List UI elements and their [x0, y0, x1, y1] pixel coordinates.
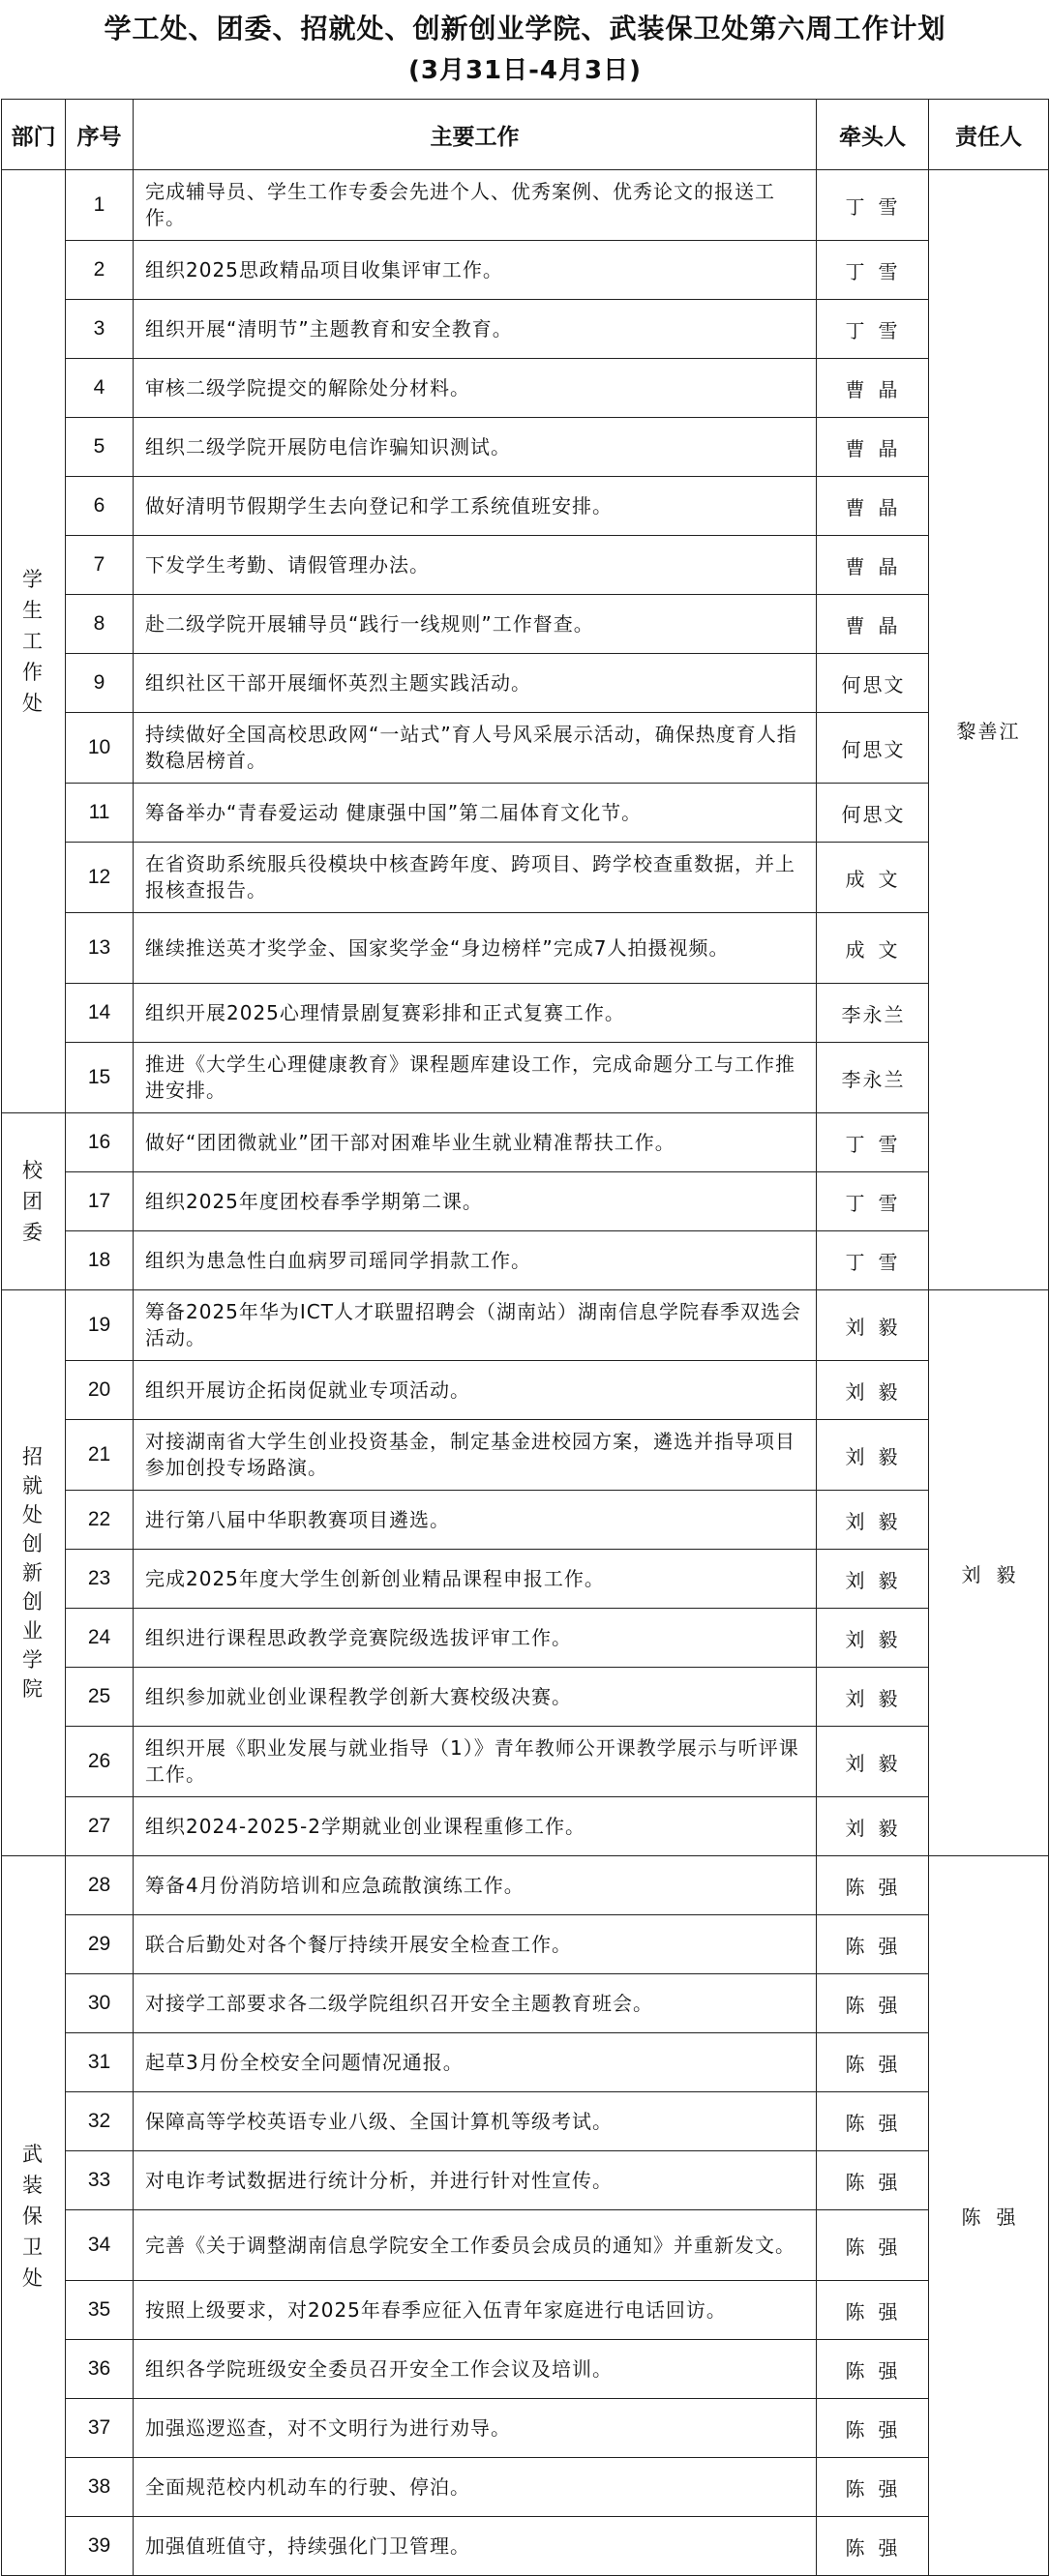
- row-number: 28: [66, 1856, 134, 1915]
- row-number: 22: [66, 1491, 134, 1550]
- lead-person: 李永兰: [817, 984, 929, 1043]
- table-row: [2, 1113, 1049, 1172]
- task-text: 继续推送英才奖学金、国家奖学金“身边榜样”完成7人拍摄视频。: [134, 913, 817, 984]
- task-text: 赴二级学院开展辅导员“践行一线规则”工作督查。: [134, 595, 817, 654]
- row-number: 19: [66, 1290, 134, 1361]
- table-row: [2, 1856, 1049, 1915]
- task-text: 组织开展访企拓岗促就业专项活动。: [134, 1361, 817, 1420]
- row-number: 1: [66, 170, 134, 241]
- responsible-person: 黎善江: [929, 170, 1049, 1290]
- row-number: 20: [66, 1361, 134, 1420]
- row-number: 4: [66, 359, 134, 418]
- table-row: [2, 2399, 1049, 2458]
- task-text: 推进《大学生心理健康教育》课程题库建设工作，完成命题分工与工作推进安排。: [134, 1043, 817, 1113]
- task-text: 加强值班值守，持续强化门卫管理。: [134, 2517, 817, 2576]
- table-row: [2, 241, 1049, 300]
- dept-name: 招就处创新创业学院: [22, 1444, 45, 1701]
- task-text: 筹备2025年华为ICT人才联盟招聘会（湖南站）湖南信息学院春季双选会活动。: [134, 1290, 817, 1361]
- lead-person: 何思文: [817, 784, 929, 843]
- dept-name: 武装保卫处: [22, 2142, 45, 2290]
- task-text: 对接学工部要求各二级学院组织召开安全主题教育班会。: [134, 1974, 817, 2033]
- row-number: 32: [66, 2092, 134, 2151]
- task-text: 组织进行课程思政教学竞赛院级选拔评审工作。: [134, 1609, 817, 1668]
- row-number: 5: [66, 418, 134, 477]
- row-number: 25: [66, 1668, 134, 1727]
- row-number: 26: [66, 1727, 134, 1797]
- table-row: [2, 1420, 1049, 1491]
- lead-person: 曹晶: [817, 595, 929, 654]
- row-number: 29: [66, 1915, 134, 1974]
- lead-person: 李永兰: [817, 1043, 929, 1113]
- responsible-person: 陈强: [929, 1856, 1049, 2576]
- header-task: 主要工作: [134, 100, 817, 170]
- lead-person: 成文: [817, 843, 929, 913]
- table-row: [2, 300, 1049, 359]
- lead-person: 陈强: [817, 1856, 929, 1915]
- page-title: 学工处、团委、招就处、创新创业学院、武装保卫处第六周工作计划: [104, 13, 946, 44]
- work-plan-table: [1, 99, 1049, 2576]
- row-number: 39: [66, 2517, 134, 2576]
- table-row: [2, 1915, 1049, 1974]
- table-row: [2, 2340, 1049, 2399]
- task-text: 组织各学院班级安全委员召开安全工作会议及培训。: [134, 2340, 817, 2399]
- lead-person: 丁雪: [817, 1113, 929, 1172]
- row-number: 3: [66, 300, 134, 359]
- table-row: [2, 2281, 1049, 2340]
- lead-person: 刘毅: [817, 1668, 929, 1727]
- task-text: 对电诈考试数据进行统计分析，并进行针对性宣传。: [134, 2151, 817, 2210]
- lead-person: 曹晶: [817, 359, 929, 418]
- title-block: [0, 0, 1050, 97]
- lead-person: 刘毅: [817, 1361, 929, 1420]
- dept-name: 校团委: [22, 1159, 45, 1244]
- row-number: 17: [66, 1172, 134, 1231]
- table-row: [2, 713, 1049, 784]
- row-number: 33: [66, 2151, 134, 2210]
- table-row: [2, 1231, 1049, 1290]
- table-row: [2, 536, 1049, 595]
- row-number: 24: [66, 1609, 134, 1668]
- task-text: 加强巡逻巡查，对不文明行为进行劝导。: [134, 2399, 817, 2458]
- lead-person: 何思文: [817, 713, 929, 784]
- table-row: [2, 984, 1049, 1043]
- lead-person: 刘毅: [817, 1290, 929, 1361]
- lead-person: 陈强: [817, 1915, 929, 1974]
- row-number: 35: [66, 2281, 134, 2340]
- task-text: 起草3月份全校安全问题情况通报。: [134, 2033, 817, 2092]
- lead-person: 丁雪: [817, 1231, 929, 1290]
- lead-person: 陈强: [817, 2458, 929, 2517]
- lead-person: 刘毅: [817, 1550, 929, 1609]
- table-row: [2, 170, 1049, 241]
- table-row: [2, 2151, 1049, 2210]
- task-text: 对接湖南省大学生创业投资基金，制定基金进校园方案，遴选并指导项目参加创投专场路演。: [134, 1420, 817, 1491]
- task-text: 进行第八届中华职教赛项目遴选。: [134, 1491, 817, 1550]
- task-text: 持续做好全国高校思政网“一站式”育人号风采展示活动，确保热度育人指数稳居榜首。: [134, 713, 817, 784]
- task-text: 组织参加就业创业课程教学创新大赛校级决赛。: [134, 1668, 817, 1727]
- row-number: 14: [66, 984, 134, 1043]
- responsible-person: 刘毅: [929, 1290, 1049, 1856]
- header-dept: 部门: [2, 100, 66, 170]
- row-number: 34: [66, 2210, 134, 2281]
- row-number: 15: [66, 1043, 134, 1113]
- table-row: [2, 2033, 1049, 2092]
- dept-cell: [2, 1113, 66, 1290]
- lead-person: 曹晶: [817, 418, 929, 477]
- row-number: 37: [66, 2399, 134, 2458]
- table-row: [2, 2517, 1049, 2576]
- lead-person: 丁雪: [817, 241, 929, 300]
- row-number: 18: [66, 1231, 134, 1290]
- lead-person: 刘毅: [817, 1609, 929, 1668]
- task-text: 组织二级学院开展防电信诈骗知识测试。: [134, 418, 817, 477]
- dept-cell: [2, 1856, 66, 2576]
- table-row: [2, 1668, 1049, 1727]
- table-row: [2, 784, 1049, 843]
- row-number: 11: [66, 784, 134, 843]
- task-text: 组织开展2025心理情景剧复赛彩排和正式复赛工作。: [134, 984, 817, 1043]
- lead-person: 陈强: [817, 2033, 929, 2092]
- header-lead: 牵头人: [817, 100, 929, 170]
- lead-person: 丁雪: [817, 1172, 929, 1231]
- date-range: (3月31日-4月3日): [407, 56, 642, 85]
- task-text: 审核二级学院提交的解除处分材料。: [134, 359, 817, 418]
- task-text: 下发学生考勤、请假管理办法。: [134, 536, 817, 595]
- task-text: 组织社区干部开展缅怀英烈主题实践活动。: [134, 654, 817, 713]
- lead-person: 陈强: [817, 2092, 929, 2151]
- row-number: 31: [66, 2033, 134, 2092]
- row-number: 9: [66, 654, 134, 713]
- lead-person: 刘毅: [817, 1797, 929, 1856]
- table-row: [2, 1609, 1049, 1668]
- task-text: 按照上级要求，对2025年春季应征入伍青年家庭进行电话回访。: [134, 2281, 817, 2340]
- task-text: 筹备4月份消防培训和应急疏散演练工作。: [134, 1856, 817, 1915]
- task-text: 完成2025年度大学生创新创业精品课程申报工作。: [134, 1550, 817, 1609]
- dept-name: 学生工作处: [22, 568, 45, 715]
- row-number: 13: [66, 913, 134, 984]
- table-row: [2, 913, 1049, 984]
- table-row: [2, 654, 1049, 713]
- header-no: 序号: [66, 100, 134, 170]
- table-row: [2, 1172, 1049, 1231]
- row-number: 6: [66, 477, 134, 536]
- row-number: 7: [66, 536, 134, 595]
- task-text: 完善《关于调整湖南信息学院安全工作委员会成员的通知》并重新发文。: [134, 2210, 817, 2281]
- task-text: 做好“团团微就业”团干部对困难毕业生就业精准帮扶工作。: [134, 1113, 817, 1172]
- table-body: [2, 170, 1049, 2576]
- row-number: 10: [66, 713, 134, 784]
- lead-person: 曹晶: [817, 536, 929, 595]
- row-number: 21: [66, 1420, 134, 1491]
- table-row: [2, 843, 1049, 913]
- table-row: [2, 1727, 1049, 1797]
- table-header-row: [2, 100, 1049, 170]
- table-row: [2, 2210, 1049, 2281]
- table-row: [2, 595, 1049, 654]
- table-row: [2, 1974, 1049, 2033]
- task-text: 组织为患急性白血病罗司瑶同学捐款工作。: [134, 1231, 817, 1290]
- row-number: 2: [66, 241, 134, 300]
- table-row: [2, 1361, 1049, 1420]
- lead-person: 陈强: [817, 2340, 929, 2399]
- table-row: [2, 418, 1049, 477]
- table-row: [2, 1550, 1049, 1609]
- lead-person: 刘毅: [817, 1727, 929, 1797]
- task-text: 完成辅导员、学生工作专委会先进个人、优秀案例、优秀论文的报送工作。: [134, 170, 817, 241]
- lead-person: 曹晶: [817, 477, 929, 536]
- row-number: 16: [66, 1113, 134, 1172]
- task-text: 组织2024-2025-2学期就业创业课程重修工作。: [134, 1797, 817, 1856]
- lead-person: 丁雪: [817, 300, 929, 359]
- dept-cell: [2, 1290, 66, 1856]
- row-number: 12: [66, 843, 134, 913]
- lead-person: 陈强: [817, 2399, 929, 2458]
- row-number: 8: [66, 595, 134, 654]
- task-text: 联合后勤处对各个餐厅持续开展安全检查工作。: [134, 1915, 817, 1974]
- lead-person: 丁雪: [817, 170, 929, 241]
- table-row: [2, 2458, 1049, 2517]
- task-text: 组织2025思政精品项目收集评审工作。: [134, 241, 817, 300]
- row-number: 38: [66, 2458, 134, 2517]
- task-text: 在省资助系统服兵役模块中核查跨年度、跨项目、跨学校查重数据，并上报核查报告。: [134, 843, 817, 913]
- table-row: [2, 1290, 1049, 1361]
- table-row: [2, 359, 1049, 418]
- lead-person: 刘毅: [817, 1491, 929, 1550]
- table-row: [2, 1797, 1049, 1856]
- lead-person: 何思文: [817, 654, 929, 713]
- task-text: 筹备举办“青春爱运动 健康强中国”第二届体育文化节。: [134, 784, 817, 843]
- row-number: 36: [66, 2340, 134, 2399]
- lead-person: 陈强: [817, 2151, 929, 2210]
- task-text: 组织开展《职业发展与就业指导（1）》青年教师公开课教学展示与听评课工作。: [134, 1727, 817, 1797]
- lead-person: 陈强: [817, 2517, 929, 2576]
- lead-person: 陈强: [817, 1974, 929, 2033]
- task-text: 做好清明节假期学生去向登记和学工系统值班安排。: [134, 477, 817, 536]
- table-row: [2, 1043, 1049, 1113]
- lead-person: 陈强: [817, 2210, 929, 2281]
- row-number: 27: [66, 1797, 134, 1856]
- header-responsible: 责任人: [929, 100, 1049, 170]
- lead-person: 刘毅: [817, 1420, 929, 1491]
- row-number: 23: [66, 1550, 134, 1609]
- dept-cell: [2, 170, 66, 1113]
- table-row: [2, 1491, 1049, 1550]
- task-text: 全面规范校内机动车的行驶、停泊。: [134, 2458, 817, 2517]
- task-text: 组织开展“清明节”主题教育和安全教育。: [134, 300, 817, 359]
- row-number: 30: [66, 1974, 134, 2033]
- lead-person: 成文: [817, 913, 929, 984]
- table-row: [2, 477, 1049, 536]
- task-text: 组织2025年度团校春季学期第二课。: [134, 1172, 817, 1231]
- table-row: [2, 2092, 1049, 2151]
- lead-person: 陈强: [817, 2281, 929, 2340]
- task-text: 保障高等学校英语专业八级、全国计算机等级考试。: [134, 2092, 817, 2151]
